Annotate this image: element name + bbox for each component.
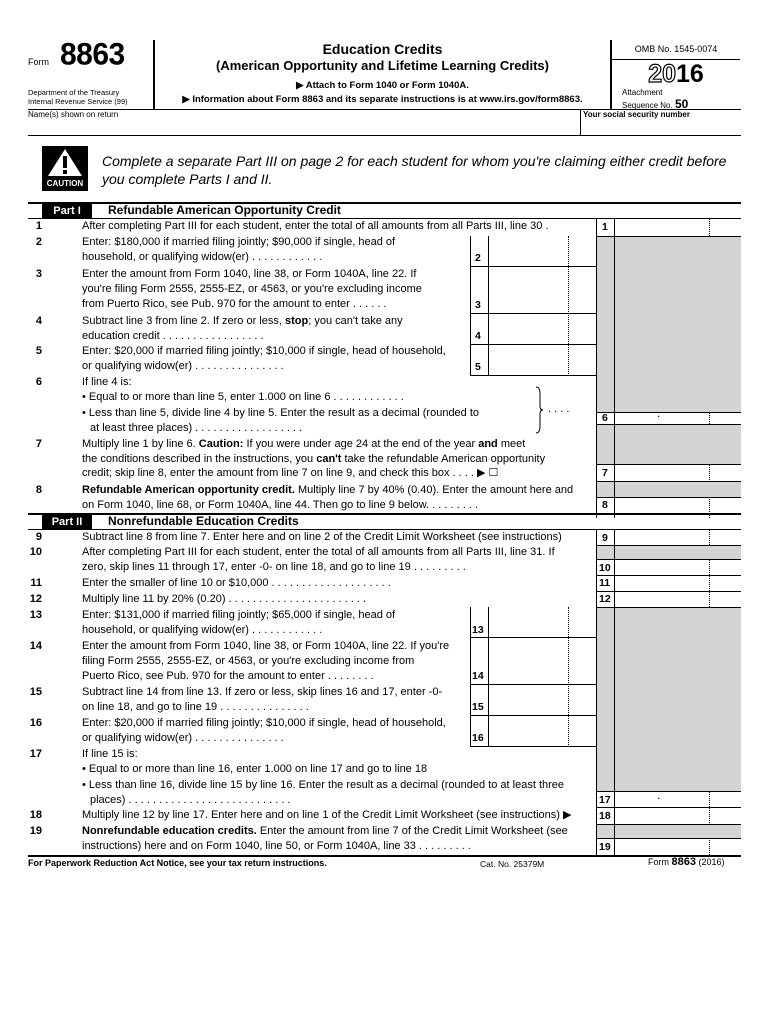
paperwork-notice: For Paperwork Reduction Act Notice, see your tax return instructions. bbox=[28, 858, 327, 868]
line-6-decimal: . bbox=[657, 406, 661, 420]
line-12-amount[interactable] bbox=[615, 592, 741, 606]
line-6-label: 6 bbox=[602, 412, 608, 424]
line9-shade-amount bbox=[615, 545, 741, 559]
line-10-label: 10 bbox=[599, 562, 611, 574]
line-3-amount[interactable] bbox=[489, 267, 596, 312]
part1-shade-amounts bbox=[615, 236, 741, 412]
line-5-number: 5 bbox=[35, 345, 42, 357]
line-6-text-b: • Equal to or more than line 5, enter 1.000 on line 6 . . . . . . . . . . . . bbox=[82, 391, 404, 403]
line-13-label: 13 bbox=[472, 624, 484, 636]
line-7-text-a bbox=[82, 437, 525, 453]
line-2-text-b: household, or qualifying widow(er) . . . . . . . . . . . . bbox=[82, 251, 323, 263]
line-16-amount[interactable] bbox=[489, 716, 596, 745]
inner-label-left bbox=[470, 236, 471, 376]
rule-after-6 bbox=[596, 424, 741, 425]
footer-form-year: (2016) bbox=[698, 857, 725, 867]
line-19-text-b: instructions) here and on Form 1040, line 50, or Form 1040A, line 33 . . . . . . . . . bbox=[82, 840, 471, 852]
line-7-text-c: credit; skip line 8, enter the amount from line 7 on line 9, and check this box . . . . ▶ ☐ bbox=[82, 467, 499, 479]
line8-shade-label bbox=[597, 481, 614, 497]
ssn-label: Your social security number bbox=[583, 110, 690, 119]
footer-rule bbox=[28, 855, 741, 857]
line-17-text-b: • Equal to or more than line 16, enter 1.000 on line 17 and go to line 18 bbox=[82, 763, 428, 775]
line-17-text-a: If line 15 is: bbox=[82, 748, 138, 760]
p2-shade-labels bbox=[597, 607, 614, 791]
tax-year bbox=[612, 59, 740, 89]
names-label: Name(s) shown on return bbox=[28, 110, 119, 119]
line-5-label: 5 bbox=[475, 361, 481, 373]
caution-label: CAUTION bbox=[46, 179, 84, 188]
line-4-label: 4 bbox=[475, 330, 481, 342]
line-1-label: 1 bbox=[602, 221, 608, 233]
attach-instruction: ▶ Attach to Form 1040 or Form 1040A. bbox=[296, 80, 469, 91]
p2-shade-amounts bbox=[615, 607, 741, 791]
line-9-label: 9 bbox=[602, 532, 608, 544]
caution-text-line1: Complete a separate Part III on page 2 for each student for whom you're claiming either credit before bbox=[102, 153, 727, 169]
form-number: 8863 bbox=[60, 37, 125, 72]
line-1-number: 1 bbox=[35, 220, 42, 232]
line-2-number: 2 bbox=[35, 236, 42, 248]
line-4-amount[interactable] bbox=[489, 314, 596, 343]
line-8-number: 8 bbox=[35, 484, 42, 496]
footer-form-word: Form bbox=[648, 857, 669, 867]
line-13-text-b: household, or qualifying widow(er) . . . . . . . . . . . . bbox=[82, 624, 323, 636]
line-9-number: 9 bbox=[35, 531, 42, 543]
line-10-text-a: After completing Part III for each student, enter the total of all amounts from all Parts III, line 31. If bbox=[82, 546, 555, 558]
part1-shade-labels bbox=[597, 236, 614, 412]
rule-after-5 bbox=[470, 375, 596, 376]
line-3-text-c: from Puerto Rico, see Pub. 970 for the amount to enter . . . . . . bbox=[82, 298, 387, 310]
line-14-amount[interactable] bbox=[489, 638, 596, 683]
line-16-label: 16 bbox=[472, 732, 484, 744]
line-19-title: Nonrefundable education credits. bbox=[82, 825, 257, 837]
line-18-text: Multiply line 12 by line 17. Enter here and on line 1 of the Credit Limit Worksheet (see instructions) ▶ bbox=[82, 809, 572, 821]
line-8-text-a bbox=[82, 483, 573, 499]
ssn-input[interactable] bbox=[584, 119, 739, 133]
line-13-text-a: Enter: $131,000 if married filing jointly; $65,000 if single, head of bbox=[82, 609, 396, 621]
line-5-amount[interactable] bbox=[489, 345, 596, 374]
line-8-text-post: Multiply line 7 by 40% (0.40). Enter the amount here and bbox=[294, 484, 574, 496]
line-10-number: 10 bbox=[29, 546, 42, 558]
line-7-cant: can't bbox=[316, 453, 342, 465]
part1-title: Refundable American Opportunity Credit bbox=[108, 203, 341, 217]
part2-title: Nonrefundable Education Credits bbox=[108, 514, 299, 528]
line-3-text-a: Enter the amount from Form 1040, line 38, or Form 1040A, line 22. If bbox=[82, 268, 417, 280]
line-6-text-a: If line 4 is: bbox=[82, 376, 132, 388]
line-17-label: 17 bbox=[599, 794, 611, 806]
rule-after-12 bbox=[596, 607, 741, 608]
warning-icon bbox=[42, 146, 88, 178]
rule-after-18 bbox=[596, 824, 741, 825]
line-8-amount[interactable] bbox=[615, 498, 741, 513]
line-6-amount[interactable] bbox=[615, 413, 741, 423]
line-10-text-b: zero, skip lines 11 through 17, enter -0- on line 18, and go to line 19 . . . . . . . . . bbox=[82, 561, 466, 573]
line-4-text-a bbox=[82, 314, 403, 330]
sequence-text: Sequence No. bbox=[622, 101, 673, 110]
line-9-amount[interactable] bbox=[615, 530, 741, 544]
line-15-text-b: on line 18, and go to line 19 . . . . . . . . . . . . . . . bbox=[82, 701, 309, 713]
name-bottom-rule bbox=[28, 135, 741, 136]
line-17-decimal: . bbox=[657, 788, 661, 802]
line-11-amount[interactable] bbox=[615, 576, 741, 590]
line-7-number: 7 bbox=[35, 438, 42, 450]
sequence-number: 50 bbox=[674, 97, 689, 111]
line-6-dots: . . . . bbox=[548, 403, 570, 415]
footer-form-number: 8863 bbox=[671, 856, 696, 868]
line-7-and: and bbox=[478, 438, 498, 450]
line-15-label: 15 bbox=[472, 701, 484, 713]
line-17-text-d: places) . . . . . . . . . . . . . . . . . . . . . . . . . . . bbox=[90, 794, 291, 806]
catalog-number: Cat. No. 25379M bbox=[480, 859, 545, 869]
department-text: Department of the Treasury bbox=[28, 88, 120, 97]
line-15-number: 15 bbox=[29, 686, 42, 698]
form-title: Education Credits bbox=[322, 41, 443, 57]
ssn-divider bbox=[580, 109, 581, 135]
line19-shade-amount bbox=[615, 824, 741, 838]
line-8-text-b: on Form 1040, line 68, or Form 1040A, line 44. Then go to line 9 below. . . . . . . . . bbox=[82, 499, 479, 511]
form-subtitle: (American Opportunity and Lifetime Learning Credits) bbox=[216, 58, 549, 73]
line-7-text-post: meet bbox=[497, 438, 526, 450]
line-11-number: 11 bbox=[30, 577, 42, 589]
line-12-number: 12 bbox=[29, 593, 42, 605]
attachment-label: Attachment bbox=[622, 88, 663, 97]
line-4-number: 4 bbox=[35, 315, 42, 327]
p2-inner-label-left bbox=[470, 607, 471, 747]
line-11-label: 11 bbox=[599, 577, 611, 589]
line-14-number: 14 bbox=[29, 640, 42, 652]
tax-year-outline: 20 bbox=[648, 60, 676, 88]
line-6-number: 6 bbox=[35, 376, 42, 388]
line-17-amount[interactable] bbox=[615, 792, 741, 806]
line19-shade-label bbox=[597, 824, 614, 838]
line-15-text-a: Subtract line 14 from line 13. If zero or less, skip lines 16 and 17, enter -0- bbox=[82, 686, 443, 698]
line-7-checkbox[interactable] bbox=[564, 467, 576, 479]
form-word: Form bbox=[28, 57, 49, 67]
line-2-text-a: Enter: $180,000 if married filing jointly; $90,000 if single, head of bbox=[82, 236, 396, 248]
line-3-text-b: you're filing Form 2555, 2555-EZ, or 4563, or you're excluding income bbox=[82, 283, 422, 295]
line-17-number: 17 bbox=[29, 748, 42, 760]
line-3-label: 3 bbox=[475, 299, 481, 311]
line-16-text-a: Enter: $20,000 if married filing jointly; $10,000 if single, head of household, bbox=[82, 717, 446, 729]
line-17-text-c: • Less than line 16, divide line 15 by line 16. Enter the result as a decimal (rounded to at least three bbox=[82, 779, 565, 791]
caution-text-line2: you complete Parts I and II. bbox=[102, 171, 273, 187]
line-4-text-post: ; you can't take any bbox=[308, 315, 403, 327]
line-7-text-b-pre: the conditions described in the instructions, you bbox=[82, 453, 317, 465]
line-7-caution: Caution: bbox=[198, 438, 244, 450]
line-6-brace bbox=[534, 386, 544, 434]
rule-after-1 bbox=[596, 236, 741, 237]
line-14-text-c: Puerto Rico, see Pub. 970 for the amount to enter . . . . . . . . bbox=[82, 670, 374, 682]
line-1-amount[interactable] bbox=[615, 219, 741, 235]
line7-shade-amount bbox=[615, 424, 741, 464]
line-6-text-d: at least three places) . . . . . . . . . . . . . . . . . . bbox=[90, 422, 303, 434]
line-19-text-a bbox=[82, 824, 568, 840]
line-5-text-a: Enter: $20,000 if married filing jointly; $10,000 if single, head of household, bbox=[82, 345, 446, 357]
line-2-amount[interactable] bbox=[489, 237, 596, 265]
line-15-amount[interactable] bbox=[489, 685, 596, 714]
line-5-text-b: or qualifying widow(er) . . . . . . . . . . . . . . . bbox=[82, 360, 284, 372]
tax-year-bold: 16 bbox=[676, 60, 704, 88]
line-19-amount[interactable] bbox=[615, 839, 741, 854]
line-6-text-c: • Less than line 5, divide line 4 by line 5. Enter the result as a decimal (rounded to bbox=[82, 407, 480, 419]
line-7-text-pre: Multiply line 1 by line 6. bbox=[82, 438, 199, 450]
line-18-amount[interactable] bbox=[615, 808, 741, 823]
line-14-text-a: Enter the amount from Form 1040, line 38, or Form 1040A, line 22. If you're bbox=[82, 640, 450, 652]
line-19-label: 19 bbox=[599, 841, 611, 853]
line-8-label: 8 bbox=[602, 499, 608, 511]
line-14-text-b: filing Form 2555, 2555-EZ, or 4563, or you're excluding income from bbox=[82, 655, 415, 667]
line-16-text-b: or qualifying widow(er) . . . . . . . . . . . . . . . bbox=[82, 732, 284, 744]
line-3-number: 3 bbox=[35, 268, 42, 280]
line-9-text: Subtract line 8 from line 7. Enter here and on line 2 of the Credit Limit Worksheet (see instructions) bbox=[82, 531, 562, 543]
line7-shade-label bbox=[597, 424, 614, 464]
line-2-label: 2 bbox=[475, 252, 481, 264]
line-7-text-mid: If you were under age 24 at the end of the year bbox=[243, 438, 479, 450]
line-4-text-pre: Subtract line 3 from line 2. If zero or less, bbox=[82, 315, 285, 327]
line-1-text: After completing Part III for each student, enter the total of all amounts from all Parts III, line 30 . bbox=[82, 220, 549, 232]
irs-text: Internal Revenue Service (99) bbox=[28, 97, 128, 106]
line-4-text-bold: stop bbox=[284, 315, 309, 327]
footer-form-id bbox=[648, 856, 725, 868]
line-18-label: 18 bbox=[599, 810, 611, 822]
info-instruction: ▶ Information about Form 8863 and its separate instructions is at www.irs.gov/form8863. bbox=[182, 94, 583, 105]
line-13-number: 13 bbox=[29, 609, 42, 621]
line-12-text: Multiply line 11 by 20% (0.20) . . . . . . . . . . . . . . . . . . . . . . . bbox=[82, 593, 367, 605]
line-7-amount[interactable] bbox=[615, 465, 741, 480]
caution-box bbox=[42, 146, 88, 191]
line-7-label: 7 bbox=[602, 467, 608, 479]
rule-after-9 bbox=[596, 545, 741, 546]
omb-number: OMB No. 1545-0074 bbox=[634, 44, 718, 54]
line-11-text: Enter the smaller of line 10 or $10,000 . . . . . . . . . . . . . . . . . . . . bbox=[82, 577, 391, 589]
rule-after-16 bbox=[470, 746, 596, 747]
rule-after-7 bbox=[596, 481, 741, 482]
line-7-text-b-post: take the refundable American opportunity bbox=[341, 453, 546, 465]
line-4-text-b: education credit . . . . . . . . . . . . . . . . . bbox=[82, 330, 264, 342]
part1-tag: Part I bbox=[42, 204, 92, 218]
line-18-number: 18 bbox=[29, 809, 42, 821]
line9-shade-label bbox=[597, 545, 614, 559]
line-19-number: 19 bbox=[29, 825, 42, 837]
name-input[interactable] bbox=[30, 119, 575, 133]
line-16-number: 16 bbox=[29, 717, 42, 729]
line-8-title: Refundable American opportunity credit. bbox=[82, 484, 295, 496]
part2-tag: Part II bbox=[42, 515, 92, 529]
line-12-label: 12 bbox=[599, 593, 611, 605]
line-19-text-post: Enter the amount from line 7 of the Credit Limit Worksheet (see bbox=[256, 825, 568, 837]
line8-shade-amount bbox=[615, 481, 741, 497]
line-10-amount[interactable] bbox=[615, 560, 741, 574]
line-14-label: 14 bbox=[472, 670, 484, 682]
line-13-amount[interactable] bbox=[489, 608, 596, 636]
